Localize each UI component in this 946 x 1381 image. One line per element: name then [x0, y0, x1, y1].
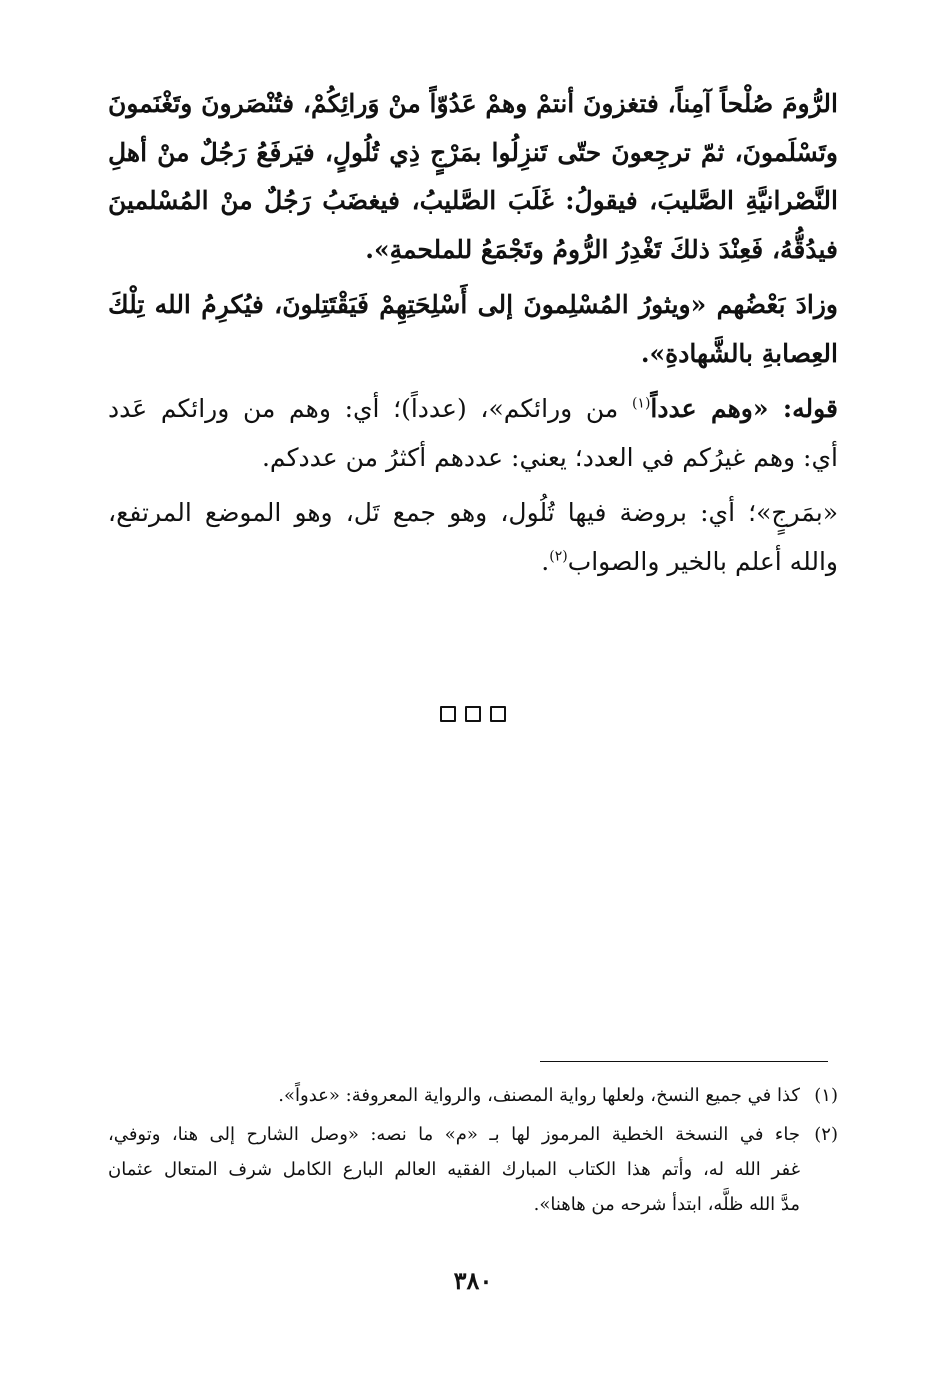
page-body — [108, 80, 838, 593]
footnote-line: غفر الله له، وأتم هذا الكتاب المبارك الفقيه العالم البارع الكامل شرف المتعال عثمان — [108, 1159, 800, 1180]
text-line — [108, 385, 838, 434]
text-segment: والله أعلم بالخير والصواب — [567, 546, 838, 576]
footnote-line: جاء في النسخة الخطية المرموز لها بـ «م» ما نصه: «وصل الشارح إلى هنا، وتوفي، — [108, 1124, 800, 1145]
text-line: فيدُقُّهُ، فَعِنْدَ ذلكَ تَغْدِرُ الرُّومُ وتَجْمَعُ للملحمةِ». — [365, 234, 838, 264]
text-line: وزادَ بَعْضُهم «ويثورُ المُسْلِمونَ إلى أَسْلِحَتِهِمْ فَيَقْتَتِلونَ، فيُكرِمُ الله تِلْكَ — [108, 290, 838, 319]
text-segment: من ورائكم»، (عدداً)؛ أي: وهم من ورائكم عَدد — [108, 394, 632, 423]
footnote-number: (٢) — [814, 1124, 838, 1145]
quote-phrase: قوله: «وهم عدداً — [650, 394, 838, 423]
text-line: العِصابةِ بالشَّهادةِ». — [640, 338, 838, 368]
text-line: أي: وهم غيرُكم في العدد؛ يعني: عددهم أكثرُ من عددكم. — [261, 442, 838, 472]
footnote-number: (١) — [814, 1085, 838, 1106]
separator-square-icon — [465, 706, 481, 722]
footnote-item — [108, 1078, 838, 1113]
footnote-text — [108, 1117, 800, 1222]
footnote-line: كذا في جميع النسخ، ولعلها رواية المصنف، والرواية المعروفة: «عدواً». — [278, 1085, 800, 1106]
footnote-item — [108, 1117, 838, 1222]
section-separator — [0, 706, 946, 726]
paragraph-commentary-1 — [108, 385, 838, 482]
footnote-divider — [540, 1061, 828, 1062]
text-line: النَّصْرانيَّةِ الصَّليبَ، فيقولُ: غَلَبَ الصَّليبُ، فيغضَبُ رَجُلٌ منْ المُسْلمينَ — [108, 186, 838, 215]
footnote-ref-2[interactable]: (٢) — [549, 548, 568, 565]
text-line: الرُّومَ صُلْحاً آمِناً، فتغزونَ أنتمْ وهمْ عَدُوّاً منْ وَرائِكُمْ، فتُنْصَرونَ وتَغْنَمونَ — [108, 89, 838, 118]
text-segment: . — [541, 546, 550, 576]
text-line — [108, 538, 838, 587]
paragraph-additional-narration — [108, 281, 838, 378]
separator-square-icon — [490, 706, 506, 722]
paragraph-commentary-2 — [108, 489, 838, 586]
footnote-ref-1[interactable]: (١) — [631, 395, 651, 412]
footnotes — [108, 1078, 838, 1226]
separator-square-icon — [440, 706, 456, 722]
footnote-text — [108, 1078, 800, 1113]
paragraph-hadith-text — [108, 80, 838, 274]
footnote-line: مدَّ الله ظلَّه، ابتدأ شرحه من هاهنا». — [533, 1194, 800, 1215]
text-line: وتَسْلَمونَ، ثمّ ترجِعونَ حتّى تَنزِلُوا بمَرْجٍ ذِي تُلُولٍ، فيَرفَعُ رَجُلٌ منْ أهلِ — [108, 137, 838, 167]
text-line: «بمَرجٍ»؛ أي: بروضة فيها تُلُول، وهو جمع تَل، وهو الموضع المرتفع، — [108, 498, 838, 527]
page-number: ٣٨٠ — [453, 1266, 493, 1295]
